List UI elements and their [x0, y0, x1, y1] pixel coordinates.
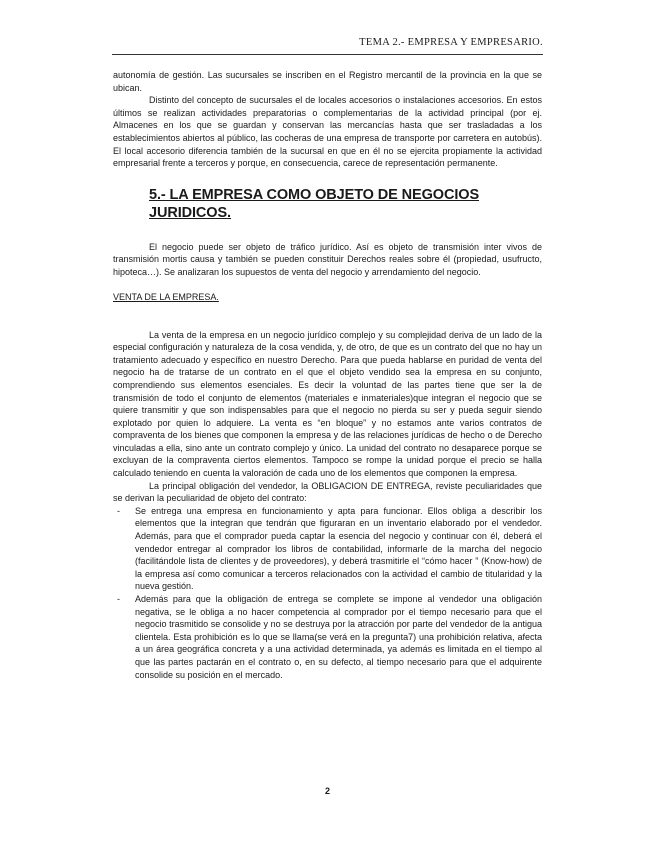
paragraph: autonomía de gestión. Las sucursales se inscriben en el Registro mercantil de la provincia en la que se ubican.	[113, 70, 542, 93]
list-item-text: Además para que la obligación de entrega se complete se impone al vendedor una obligación negativa, se le obliga a no hacer competencia al comprador por el tiempo necesario para que el negocio trasmitido se consolide y no se destruya por la atracción por parte del vendedor de la antigua clientela. Esta prohibición es lo que se llama(se verá en la pregunta7) una prohibición relativa, afecta a un área geográfica concreta y a una actividad determinada, ya además es limitada en el tiempo al que las partes pactarán en el contrato o, en su defecto, al tiempo necesario para que el adquirente consolide su posición en el mercado.	[135, 594, 542, 680]
paragraph: La principal obligación del vendedor, la OBLIGACION DE ENTREGA, reviste peculiaridades que se derivan la peculiaridad de objeto del contrato:	[113, 480, 542, 504]
page-number: 2	[324, 786, 330, 796]
paragraph: Distinto del concepto de sucursales el de locales accesorios o instalaciones accesorios. En estos últimos se realizan actividades preparatorias o complementarias de la actividad principal (por ej. Almacenes en los que se guardan y conservan las mercancías hasta que ser trasladadas a los establecimientos abiertos al público, las cocheras de una empresa de transporte por carretera en autobús). El local accesorio diferencia también de la sucursal en que en él no se ejercita propiamente la actividad empresarial frente a terceros y porque, en consecuencia, carece de representación permanente.	[113, 95, 542, 169]
obligations-list	[113, 505, 542, 681]
page-header	[112, 36, 543, 55]
paragraph: El negocio puede ser objeto de tráfico jurídico. Así es objeto de transmisión inter vivos de transmisión mortis causa y también se pueden constituir Derechos reales sobre él (propiedad, usufructo, hipoteca…). Se analizaran los supuestos de venta del negocio y arrendamiento del negocio.	[113, 241, 542, 277]
list-item	[113, 593, 542, 681]
list-marker: -	[117, 594, 120, 604]
section-title: 5.- LA EMPRESA COMO OBJETO DE NEGOCIOS JURIDICOS.	[149, 186, 480, 221]
header-title: TEMA 2.- EMPRESA Y EMPRESARIO.	[359, 37, 543, 48]
list-item-text: Se entrega una empresa en funcionamiento y apta para funcionar. Ellos obliga a describir los elementos que la integran que tendrán que figuraran en un inventario elaborado por el vendedor. Además, para que el comprador pueda captar la esencia del negocio y continuar con él, deberá el vendedor entregar al comprador los libros de contabilidad, informarle de la marcha del negocio (facilitándole lista de clientes y de proveedores), y deberá trasmitirle el “cómo hacer ” (Know-how) de la empresa así como comunicar a terceros relacionados con la actividad el cambio de titularidad y la nueva gestión.	[135, 505, 542, 592]
subsection-title: VENTA DE LA EMPRESA.	[113, 291, 219, 302]
document-body	[113, 69, 542, 681]
list-item	[113, 505, 542, 593]
list-marker: -	[117, 505, 120, 516]
paragraph: La venta de la empresa en un negocio jurídico complejo y su complejidad deriva de un lado de la especial configuración y naturaleza de la cosa vendida, y, de otro, de que es un contrato del que no hay un tratamiento adecuado y específico en nuestro Derecho. Para que pueda hablarse en puridad de venta del negocio ha de tratarse de un contrato en el que el objeto vendido sea la empresa en su conjunto, comprendiendo sus elementos esenciales. Es decir la voluntad de las partes tiene que ser la de transmisión de todo el conjunto de elementos (materiales e inmateriales)que integran el negocio que se quiere transmitir y que son indispensables para que el negocio no pierda su ser y pueda seguir siendo explotado por quien lo adquiere. La venta es “en bloque” y no estamos ante varios contratos de compraventa de los bienes que componen la empresa y de las relaciones jurídicas de hecho o de Derecho vinculadas a ella, sino ante un contrato complejo y único. La unidad del contrato no desaparece porque se excluyan de la compraventa ciertos elementos. Tampoco se rompe la unidad porque el precio se halla calculado teniendo en cuenta la valoración de cada uno de los elementos que componen la empresa.	[113, 329, 542, 479]
